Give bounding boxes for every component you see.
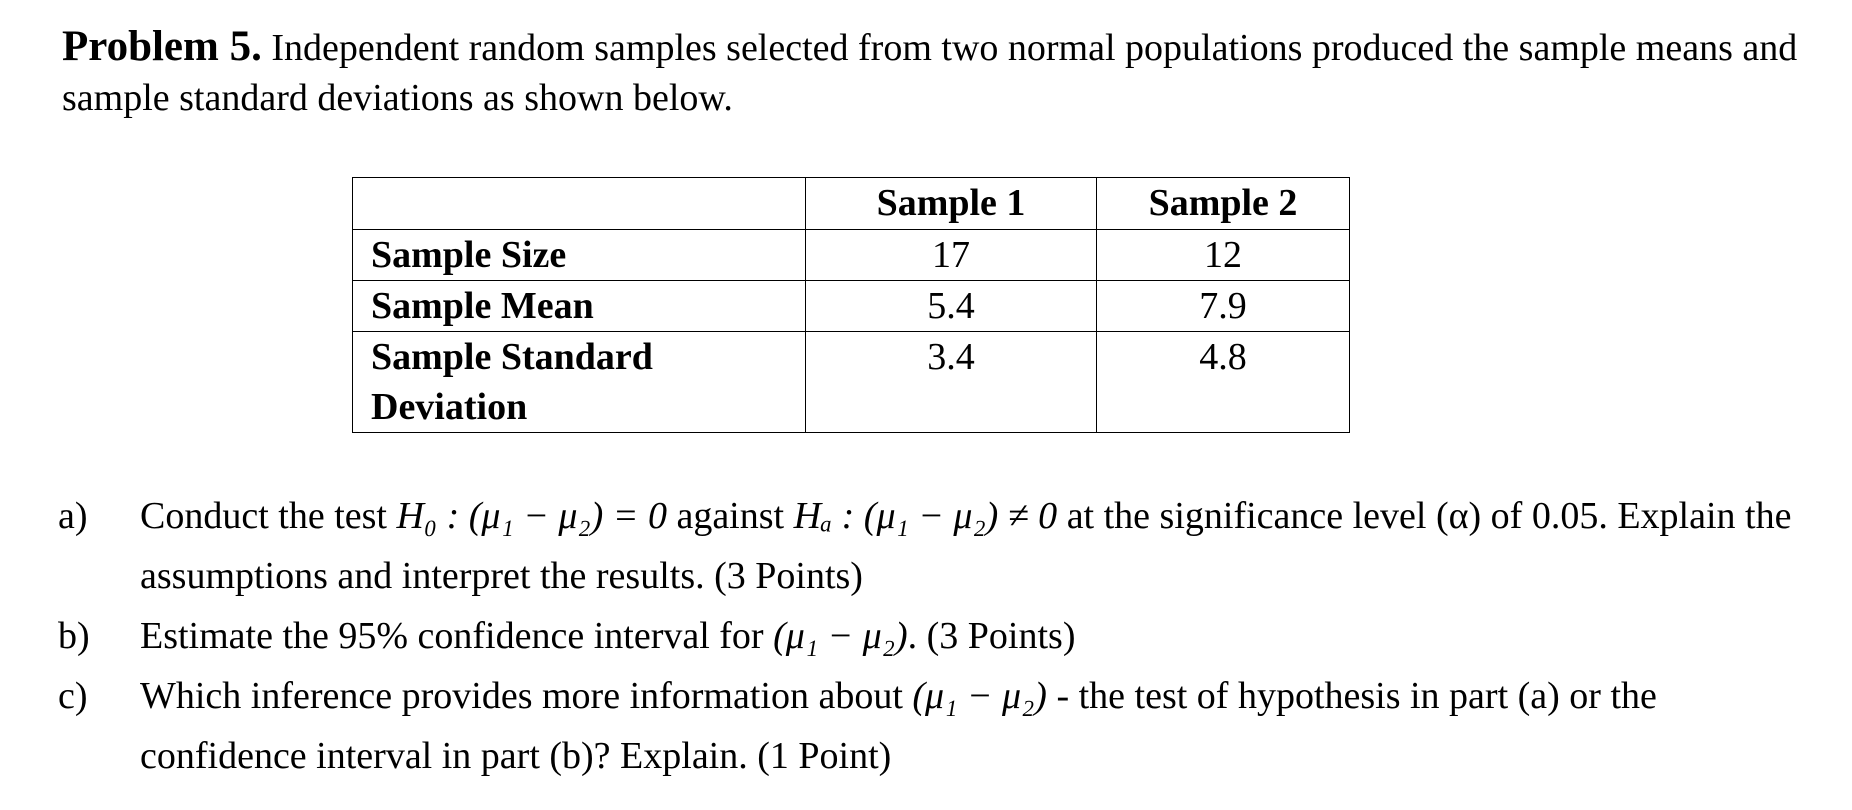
part-a-alt-hypothesis: Hₐ : (μ₁ − μ₂) ≠ 0 — [793, 495, 1058, 537]
part-b-expression: (μ₁ − μ₂) — [773, 615, 908, 657]
row-label-sample-mean: Sample Mean — [353, 281, 806, 332]
problem-label: Problem 5. — [62, 23, 262, 70]
part-a-lead: Conduct the test — [140, 495, 397, 537]
part-a — [58, 486, 1818, 606]
part-c-marker: c) — [58, 675, 88, 717]
question-parts — [58, 486, 1818, 786]
part-b-marker: b) — [58, 615, 90, 657]
problem-text: Independent random samples selected from two normal populations produced the sample means and sample standard deviations as shown below. — [62, 27, 1798, 119]
row-label-sample-size: Sample Size — [353, 230, 806, 281]
table-header-sample-2: Sample 2 — [1097, 178, 1350, 230]
part-b-lead: Estimate the 95% confidence interval for — [140, 615, 774, 657]
part-c-lead: Which inference provides more information about — [140, 675, 913, 717]
cell-sample-2-size: 12 — [1097, 230, 1350, 281]
part-b — [58, 606, 1818, 666]
part-c-expression: (μ₁ − μ₂) — [912, 675, 1047, 717]
problem-statement — [62, 22, 1802, 123]
table-header-sample-1: Sample 1 — [806, 178, 1097, 230]
table-row — [353, 332, 1350, 433]
part-c — [58, 666, 1818, 786]
cell-sample-1-std-dev: 3.4 — [806, 332, 1097, 433]
table-row — [353, 230, 1350, 281]
part-a-null-hypothesis: H₀ : (μ₁ − μ₂) = 0 — [396, 495, 667, 537]
part-c-tail: - the test of hypothesis in part (a) or the confidence interval in part (b)? Explain. (1 Point) — [140, 675, 1657, 777]
cell-sample-1-mean: 5.4 — [806, 281, 1097, 332]
cell-sample-1-size: 17 — [806, 230, 1097, 281]
table-row — [353, 281, 1350, 332]
cell-sample-2-std-dev: 4.8 — [1097, 332, 1350, 433]
row-label-sample-std-dev: Sample Standard Deviation — [353, 332, 806, 433]
table-header-row — [353, 178, 1350, 230]
part-a-mid: against — [666, 495, 794, 537]
sample-statistics-table — [352, 177, 1350, 433]
cell-sample-2-mean: 7.9 — [1097, 281, 1350, 332]
part-a-tail: at the significance level (α) of 0.05. Explain the assumptions and interpret the results. (3 Points) — [140, 495, 1792, 597]
part-b-tail: . (3 Points) — [907, 615, 1076, 657]
part-a-marker: a) — [58, 495, 88, 537]
table-header-empty — [353, 178, 806, 230]
